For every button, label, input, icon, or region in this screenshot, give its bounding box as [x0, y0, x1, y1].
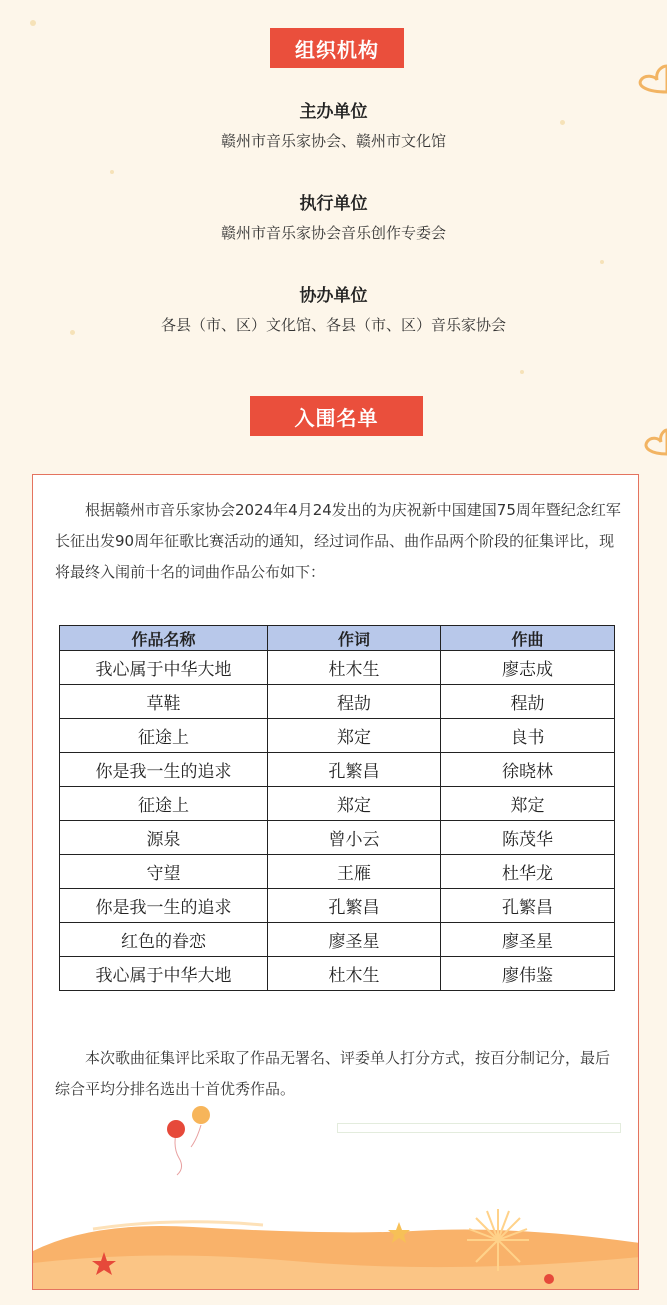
lyricist: 郑定 [268, 787, 441, 821]
table-header-row [60, 626, 615, 651]
composer: 孔繁昌 [441, 889, 615, 923]
song-title: 守望 [60, 855, 268, 889]
lyricist: 杜木生 [268, 957, 441, 991]
header-title: 作品名称 [60, 626, 268, 651]
divider-bar [337, 1123, 621, 1133]
notice-intro: 根据赣州市音乐家协会2024年4月24发出的为庆祝新中国建国75周年暨纪念红军长征出发90周年征歌比赛活动的通知，经过词作品、曲作品两个阶段的征集评比，现将最终入闱前十名的词曲作品公布如下： [55, 501, 621, 581]
background-speck [520, 370, 524, 374]
song-title: 源泉 [60, 821, 268, 855]
host-title: 主办单位 [299, 102, 368, 122]
header-composer: 作曲 [441, 626, 615, 651]
table-row [60, 719, 615, 753]
table-row [60, 685, 615, 719]
exec-title: 执行单位 [299, 194, 368, 214]
background-speck [30, 20, 36, 26]
table-row [60, 787, 615, 821]
lyricist: 杜木生 [268, 651, 441, 685]
table-row [60, 889, 615, 923]
lyricist: 王雁 [268, 855, 441, 889]
composer: 杜华龙 [441, 855, 615, 889]
table-row [60, 821, 615, 855]
composer: 廖圣星 [441, 923, 615, 957]
song-title: 我心属于中华大地 [60, 957, 268, 991]
star-icon [387, 1221, 411, 1245]
host-text: 赣州市音乐家协会、赣州市文化馆 [220, 132, 446, 150]
balloons-icon [161, 1103, 221, 1178]
song-title: 征途上 [60, 787, 268, 821]
co-title: 协办单位 [299, 286, 368, 306]
results-card [32, 474, 639, 1290]
lyricist: 程劼 [268, 685, 441, 719]
cloud-decoration-icon [627, 62, 667, 96]
composer: 廖伟鉴 [441, 957, 615, 991]
firework-icon [463, 1205, 533, 1275]
lyricist: 孔繁昌 [268, 889, 441, 923]
composer: 良书 [441, 719, 615, 753]
header-lyricist: 作词 [268, 626, 441, 651]
song-title: 草鞋 [60, 685, 268, 719]
composer: 程劼 [441, 685, 615, 719]
table-row [60, 957, 615, 991]
song-title: 我心属于中华大地 [60, 651, 268, 685]
exec-text: 赣州市音乐家协会音乐创作专委会 [220, 224, 446, 242]
notice-outro: 本次歌曲征集评比采取了作品无署名、评委单人打分方式，按百分制记分，最后综合平均分排名选出十首优秀作品。 [55, 1049, 611, 1098]
composer: 廖志成 [441, 651, 615, 685]
cloud-decoration-icon [635, 428, 667, 458]
results-table [59, 625, 615, 991]
song-title: 红色的眷恋 [60, 923, 268, 957]
co-text: 各县（市、区）文化馆、各县（市、区）音乐家协会 [160, 316, 506, 334]
song-title: 你是我一生的追求 [60, 753, 268, 787]
star-icon [91, 1251, 117, 1277]
background-speck [600, 260, 604, 264]
song-title: 你是我一生的追求 [60, 889, 268, 923]
composer: 郑定 [441, 787, 615, 821]
table-row [60, 855, 615, 889]
dot-icon [543, 1273, 555, 1285]
org-banner: 组织机构 [270, 28, 404, 68]
composer: 陈茂华 [441, 821, 615, 855]
composer: 徐晓林 [441, 753, 615, 787]
lyricist: 郑定 [268, 719, 441, 753]
background-speck [110, 170, 114, 174]
finalist-banner: 入围名单 [250, 396, 423, 436]
lyricist: 曾小云 [268, 821, 441, 855]
table-row [60, 753, 615, 787]
table-row [60, 923, 615, 957]
table-row [60, 651, 615, 685]
song-title: 征途上 [60, 719, 268, 753]
lyricist: 廖圣星 [268, 923, 441, 957]
lyricist: 孔繁昌 [268, 753, 441, 787]
